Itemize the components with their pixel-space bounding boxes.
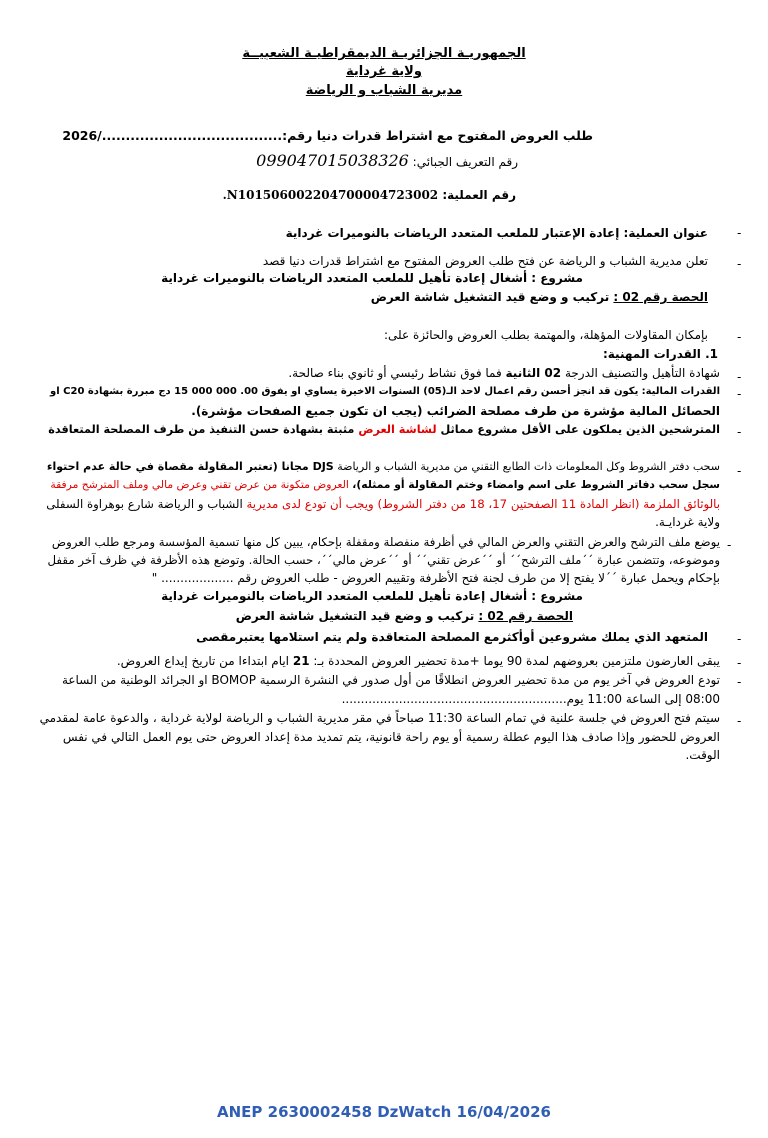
bullet-dash: - <box>737 226 742 240</box>
bullet-dash: - <box>737 370 742 384</box>
section-number: 1. <box>705 347 718 361</box>
project-label: مشروع : <box>531 271 583 285</box>
bullet-dash: - <box>737 714 742 728</box>
professional-capacity-heading <box>603 347 718 361</box>
validity-line: يبقى العارضون ملتزمين بعروضهم لمدة 90 يوما +مدة تحضير العروض المحددة بـ: 21 ايام ابتداءا من تاريخ إيداع العروض. <box>116 654 720 668</box>
lot-line <box>371 290 708 304</box>
deposit-line-2: 08:00 إلى الساعة 11:00 يوم........................................................... <box>341 692 720 706</box>
project-line <box>161 271 583 285</box>
project-value: أشغال إعادة تأهيل للملعب المتعدد الرياضات بالنوميرات غرداية <box>161 271 528 285</box>
envelope-line-3: بإحكام ويحمل عبارة ´´لا يفتح إلا من طرف لجنة فتح الأظرفة وتقييم العروض - طلب العروض رقم ................... " <box>151 571 720 585</box>
bullet-dash: - <box>737 257 742 271</box>
qualification-line: شهادة التأهيل والتصنيف الدرجة 02 الثانية فما فوق نشاط رئيسي أو ثانوي بناء صالحة. <box>288 366 720 380</box>
financial-capacity-line: القدرات المالية: يكون قد انجز أحسن رقم اعمال لاحد الـ(05) السنوات الاخيرة يساوي او يفوق 00. 000 000 15 دج مبررة بشهادة C20 او <box>50 386 720 397</box>
validity-days: 21 <box>292 654 310 668</box>
tax-id-value: 099047015038326 <box>256 151 409 170</box>
financial-capacity-line-2: الحصائل المالية مؤشرة من طرف مصلحة الضرائب (يجب ان تكون جميع الصفحات مؤشرة). <box>191 404 720 418</box>
bullet-dash: - <box>737 464 742 478</box>
operation-number <box>223 188 516 202</box>
eligibility-intro: بإمكان المقاولات المؤهلة، والمهتمة بطلب العروض والحائزة على: <box>383 328 708 342</box>
bullet-dash: - <box>737 387 742 401</box>
opening-line-1: سيتم فتح العروض في جلسة علنية في تمام الساعة 11:30 صباحاً في مقر مديرية الشباب و الرياضة لولاية غرداية ، والدعوة عامة لمقدمي <box>39 711 720 725</box>
envelope-line-1: يوضع ملف الترشح والعرض التقني والعرض المالي في أظرفة منفصلة ومقفلة بإحكام، يبين كل منها تسمية المؤسسة ومرجع طلب العروض <box>51 535 720 549</box>
screen-highlight: لشاشة العرض <box>358 423 437 436</box>
lot-line-2: الحصة رقم 02 : تركيب و وضع قيد التشغيل شاشة العرض <box>235 609 573 623</box>
experience-line: المترشحين الذين يملكون على الأقل مشروع مماثل لشاشة العرض مثبتة بشهادة حسن التنفيذ من طرف المصلحة المتعاقدة <box>48 423 720 436</box>
tax-id <box>256 151 518 170</box>
bullet-dash: - <box>727 538 732 552</box>
bullet-dash: - <box>737 425 742 439</box>
lot-label: الحصة رقم 02 : <box>613 290 708 304</box>
committed-exclusion: المتعهد الذي يملك مشروعين أوأكثرمع المصلحة المتعاقدة ولم يتم استلامها يعتبرمقصى <box>196 630 708 644</box>
deposit-line-1: تودع العروض في آخر يوم من مدة تحضير العروض انطلاقًا من أول صدور في النشرة الرسمية BOMOP او الجرائد الوطنية من الساعة <box>61 673 720 687</box>
opening-line-2: العروض للحضور وإذا صادف هذا اليوم عطلة رسمية أو يوم راحة قانونية، يتم تمديد مدة إعداد العروض حتى يوم العمل التالي في نفس <box>62 730 720 744</box>
bullet-dash: - <box>737 656 742 670</box>
announce-intro: تعلن مديرية الشباب و الرياضة عن فتح طلب العروض المفتوح مع اشتراط قدرات دنيا قصد <box>262 254 708 268</box>
bullet-dash: - <box>737 675 742 689</box>
anep-footer: ANEP 2630002458 DzWatch 16/04/2026 <box>217 1103 551 1121</box>
section-title: القدرات المهنية: <box>602 347 701 361</box>
financial-label: القدرات المالية: <box>641 386 720 397</box>
lot-value: تركيب و وضع قيد التشغيل شاشة العرض <box>370 290 610 304</box>
withdraw-line-2: سجل سحب دفاتر الشروط على اسم وامضاء وختم المقاولة أو ممثله)، العروض متكونة من عرض تقني وعرض مالي وملف المترشح مرفقة <box>50 478 720 491</box>
bullet-dash: - <box>737 632 742 646</box>
project-line-2: مشروع : أشغال إعادة تأهيل للملعب المتعدد الرياضات بالنوميرات غرداية <box>161 589 583 603</box>
bullet-dash: - <box>737 330 742 344</box>
envelope-line-2: وموضوعه، وتتضمن عبارة ´´ملف الترشح´´ أو ´´عرض تقني´´ أو ´´عرض مالي´´، حسب الحالة. وتوضع هذه الأظرفة في ظرف آخر مقفل <box>47 553 720 567</box>
withdraw-line-4: ولاية غردايـة. <box>655 515 720 529</box>
tender-title: طلب العروض المفتوح مع اشتراط قدرات دنيا رقم:....................................../2026 <box>62 128 593 143</box>
op-number-value: N101506002204700004723002. <box>222 188 439 202</box>
tax-id-label: رقم التعريف الجبائي: <box>412 155 518 169</box>
directorate-title: مديرية الشباب و الرياضة <box>305 83 463 98</box>
operation-title: عنوان العملية: إعادة الإعتبار للملعب المتعدد الرياضات بالنوميرات غرداية <box>285 226 708 240</box>
withdraw-line-1: سحب دفتر الشروط وكل المعلومات ذات الطابع التقني من مديرية الشباب و الرياضة DJS مجانا (تعتبر المقاولة مقصاة في حالة عدم احتواء <box>46 460 720 473</box>
republic-title: الجمهوريـة الجزائريـة الديمقراطيـة الشعبيــة <box>242 46 526 61</box>
withdraw-line-3: بالوثائق الملزمة (انظر المادة 11 الصفحتين 17، 18 من دفتر الشروط) ويجب أن تودع لدى مديرية الشباب و الرياضة شارع بوهراوة السفلى <box>46 497 720 511</box>
grade-value: 02 الثانية <box>505 366 562 380</box>
op-number-label: رقم العملية: <box>442 188 516 202</box>
opening-line-3: الوقت. <box>685 748 720 762</box>
wilaya-title: ولاية غرداية <box>346 64 422 79</box>
